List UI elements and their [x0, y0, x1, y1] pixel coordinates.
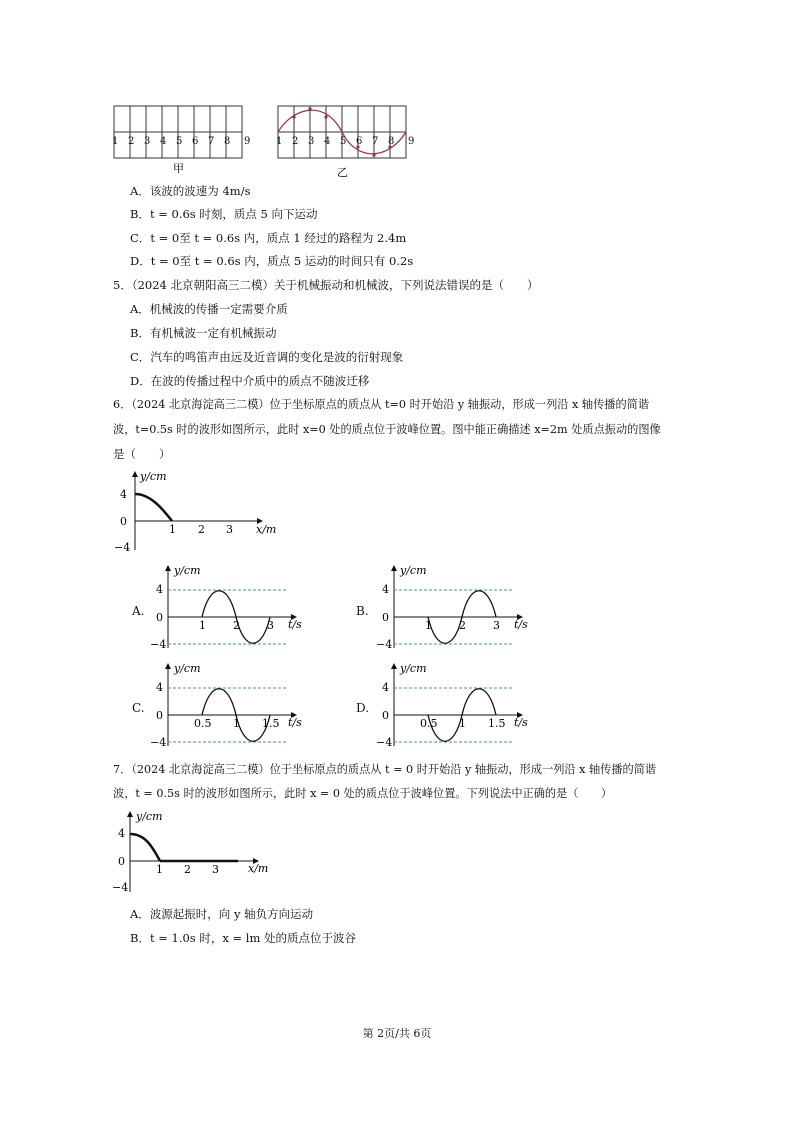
- point-label-yi: 1: [276, 136, 283, 147]
- y-axis-label: y/cm: [140, 470, 167, 483]
- x-axis-label: t/s: [514, 618, 528, 631]
- page-footer: 第 2页/共 6页: [362, 1027, 432, 1040]
- point-label-jia: 1: [112, 136, 119, 147]
- x-tick: 3: [493, 619, 500, 632]
- y-tick: 0: [156, 611, 163, 624]
- x-tick: 1.5: [262, 717, 280, 730]
- q6-option-label-d: D.: [356, 701, 370, 715]
- q6-option-label-a: A.: [132, 604, 145, 618]
- q6-option-label-c: C.: [132, 701, 145, 715]
- q5-option-c: C．汽车的鸣笛声由远及近音调的变化是波的衍射现象: [130, 350, 404, 364]
- q6-option-graph-c: [148, 658, 338, 750]
- q6-option-graph-d: [374, 658, 564, 750]
- caption-jia: 甲: [173, 162, 184, 175]
- q5-stem: 5．（2024 北京朝阳高三二模）关于机械振动和机械波，下列说法错误的是（ ）: [113, 278, 539, 292]
- x-tick: 0.5: [194, 717, 212, 730]
- y-tick: −4: [150, 638, 167, 651]
- x-axis-label: x/m: [248, 862, 269, 875]
- y-tick: 4: [382, 681, 389, 694]
- wave-curve: [130, 834, 160, 861]
- q7-stem-line2: 波，t = 0.5s 时的波形如图所示，此时 x = 0 处的质点位于波峰位置。下列说法中正确的是（ ）: [113, 787, 613, 800]
- point-label-jia: 7: [208, 136, 215, 147]
- point-label-yi: 5: [340, 136, 347, 147]
- grid-jia: [114, 106, 242, 158]
- y-tick: −4: [112, 881, 129, 894]
- point-label-yi: 4: [324, 136, 331, 147]
- q5-option-d: D．在波的传播过程中介质中的质点不随波迁移: [130, 374, 370, 388]
- q5-option-a: A．机械波的传播一定需要介质: [130, 302, 288, 316]
- y-tick: 4: [120, 488, 127, 501]
- x-tick: 2: [233, 619, 240, 632]
- point-label-jia: 8: [224, 136, 231, 147]
- point-label-jia: 2: [128, 136, 135, 147]
- q5-option-b: B．有机械波一定有机械振动: [130, 326, 277, 340]
- y-tick: 4: [382, 583, 389, 596]
- x-tick: 2: [198, 523, 205, 536]
- x-axis-label: t/s: [514, 716, 528, 729]
- y-tick: 4: [156, 681, 163, 694]
- y-tick: −4: [376, 736, 393, 749]
- q6-stem-line1: 6．（2024 北京海淀高三二模）位于坐标原点的质点从 t=0 时开始沿 y 轴振动，形成一列沿 x 轴传播的简谐: [113, 398, 650, 411]
- point-label-yi: 8: [388, 136, 395, 147]
- q6-wave-graph: [110, 466, 290, 556]
- point-label-yi: 6: [356, 136, 363, 147]
- q4-option-a: A．该波的波速为 4m/s: [130, 184, 251, 198]
- q6-option-graph-b: [374, 560, 564, 652]
- q6-option-label-b: B.: [356, 604, 369, 618]
- y-tick: −4: [150, 736, 167, 749]
- q7-option-a: A．波源起振时，向 y 轴负方向运动: [130, 907, 314, 921]
- x-tick: 1: [199, 619, 206, 632]
- q6-stem-line2: 波，t=0.5s 时的波形如图所示，此时 x=0 处的质点位于波峰位置。图中能正确描述 x=2m 处质点振动的图像: [113, 423, 661, 436]
- y-tick: −4: [376, 638, 393, 651]
- x-tick: 0.5: [420, 717, 438, 730]
- point-label-jia: 9: [244, 136, 251, 147]
- q7-wave-graph: [110, 806, 290, 896]
- y-tick: 0: [120, 515, 127, 528]
- x-tick: 2: [459, 619, 466, 632]
- x-tick: 1: [169, 523, 176, 536]
- y-tick: 0: [156, 709, 163, 722]
- x-axis-label: t/s: [288, 716, 302, 729]
- x-tick: 3: [226, 523, 233, 536]
- q7-option-b: B．t = 1.0s 时，x = lm 处的质点位于波谷: [130, 931, 357, 945]
- point-label-jia: 4: [160, 136, 167, 147]
- x-tick: 3: [212, 863, 219, 876]
- y-axis-label: y/cm: [400, 564, 427, 577]
- point-label-yi: 3: [308, 136, 315, 147]
- x-tick: 1: [156, 863, 163, 876]
- x-tick: 1: [233, 717, 240, 730]
- q4-option-b: B．t = 0.6s 时刻，质点 5 向下运动: [130, 207, 318, 221]
- y-tick: 0: [118, 855, 125, 868]
- y-tick: 0: [382, 709, 389, 722]
- point-label-yi: 7: [372, 136, 379, 147]
- q6-stem-line3: 是（ ）: [113, 447, 171, 461]
- y-tick: −4: [114, 541, 131, 554]
- q4-option-c: C．t = 0至 t = 0.6s 内，质点 1 经过的路程为 2.4m: [130, 231, 407, 245]
- q6-option-graph-a: [148, 560, 338, 652]
- point-label-jia: 6: [192, 136, 199, 147]
- q7-stem-line1: 7．（2024 北京海淀高三二模）位于坐标原点的质点从 t = 0 时开始沿 y 轴振动，形成一列沿 x 轴传播的简谐: [113, 763, 657, 776]
- x-axis-label: x/m: [256, 523, 277, 536]
- y-tick: 0: [382, 611, 389, 624]
- y-axis-label: y/cm: [174, 564, 201, 577]
- y-tick: 4: [156, 583, 163, 596]
- x-tick: 1.5: [488, 717, 506, 730]
- x-tick: 2: [184, 863, 191, 876]
- point-label-jia: 3: [144, 136, 151, 147]
- point-label-yi: 2: [292, 136, 299, 147]
- wave-curve: [135, 494, 172, 521]
- caption-yi: 乙: [337, 166, 348, 178]
- x-tick: 1: [459, 717, 466, 730]
- figure-jia-yi: [108, 104, 428, 178]
- y-axis-label: y/cm: [174, 662, 201, 675]
- point-label-yi: 9: [408, 136, 415, 147]
- q4-option-d: D．t = 0至 t = 0.6s 内，质点 5 运动的时间只有 0.2s: [130, 254, 414, 268]
- x-axis-label: t/s: [288, 618, 302, 631]
- y-axis-label: y/cm: [400, 662, 427, 675]
- x-tick: 1: [425, 619, 432, 632]
- x-tick: 3: [267, 619, 274, 632]
- y-axis-label: y/cm: [136, 810, 163, 823]
- point-label-jia: 5: [176, 136, 183, 147]
- y-tick: 4: [118, 827, 125, 840]
